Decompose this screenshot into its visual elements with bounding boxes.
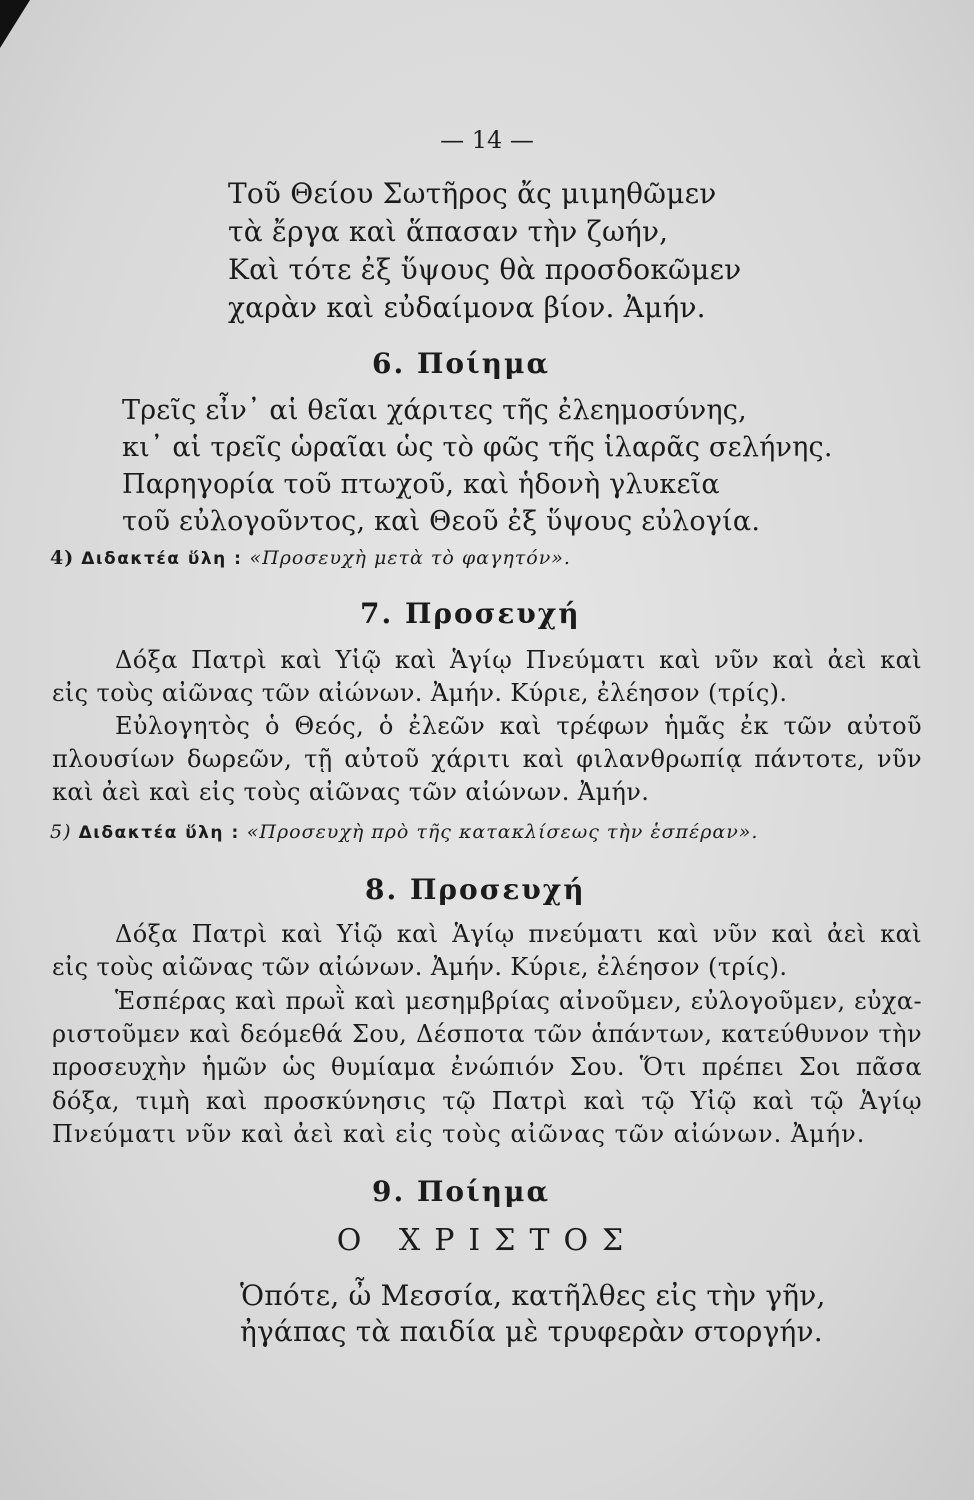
poem-title: Ο ΧΡΙΣΤΟΣ: [336, 1223, 638, 1258]
prayer-line: προσευχὴν ἡμῶν ὡς θυμίαμα ἐνώπιόν Σου. Ὅτι πρέπει Σοι πᾶσα: [52, 1053, 922, 1081]
poem-line: κι᾽ αἱ τρεῖς ὡραῖαι ὡς τὸ φῶς τῆς ἱλαρᾶς σελήνης.: [122, 432, 833, 463]
prayer-line: Δόξα Πατρὶ καὶ Υἱῷ καὶ Ἁγίῳ πνεύματι καὶ νῦν καὶ ἀεὶ καὶ: [115, 920, 922, 948]
prayer-line: Δόξα Πατρὶ καὶ Υἱῷ καὶ Ἁγίῳ Πνεύματι καὶ νῦν καὶ ἀεὶ καὶ: [115, 646, 922, 674]
section-heading: 7. Προσευχή: [360, 597, 581, 630]
prayer-line: Ἑσπέρας καὶ πρωῒ καὶ μεσημβρίας αἰνοῦμεν, εὐλογοῦμεν, εὐχα-: [115, 987, 922, 1015]
poem-line: χαρὰν καὶ εὐδαίμονα βίον. Ἀμήν.: [228, 291, 706, 324]
note-number: 5): [50, 821, 72, 843]
poem-line: ἠγάπας τὰ παιδία μὲ τρυφερὰν στοργήν.: [240, 1315, 823, 1348]
didaktea-note: [50, 823, 758, 842]
prayer-line: εἰς τοὺς αἰῶνας τῶν αἰώνων. Ἀμήν. Κύριε, ἐλέησον (τρίς).: [52, 953, 788, 981]
prayer-line: εἰς τοὺς αἰῶνας τῶν αἰώνων. Ἀμήν. Κύριε, ἐλέησον (τρίς).: [52, 679, 788, 707]
poem-line: Παρηγορία τοῦ πτωχοῦ, καὶ ἡδονὴ γλυκεῖα: [122, 469, 720, 500]
prayer-line: καὶ ἀεὶ καὶ εἰς τοὺς αἰῶνας τῶν αἰώνων. Ἀμήν.: [52, 778, 650, 806]
note-label: Διδακτέα ὕλη :: [78, 823, 240, 843]
prayer-line: Πνεύματι νῦν καὶ ἀεὶ καὶ εἰς τοὺς αἰῶνας τῶν αἰώνων. Ἀμήν.: [52, 1120, 866, 1148]
section-heading: 6. Ποίημα: [372, 347, 551, 380]
note-text: «Προσευχὴ μετὰ τὸ φαγητόν».: [249, 547, 571, 569]
poem-line: Τοῦ Θείου Σωτῆρος ἄς μιμηθῶμεν: [228, 177, 717, 210]
prayer-line: ριστοῦμεν καὶ δεόμεθά Σου, Δέσποτα τῶν ἁπάντων, κατεύθυνον τὴν: [52, 1020, 922, 1048]
section-heading: 8. Προσευχή: [365, 873, 586, 906]
didaktea-note: [50, 549, 571, 568]
prayer-line: Εὐλογητὸς ὁ Θεός, ὁ ἐλεῶν καὶ τρέφων ἡμᾶς ἐκ τῶν αὐτοῦ: [115, 712, 922, 740]
torn-corner: [0, 0, 30, 48]
prayer-line: πλουσίων δωρεῶν, τῇ αὐτοῦ χάριτι καὶ φιλανθρωπίᾳ πάντοτε, νῦν: [52, 745, 922, 773]
poem-line: Ὁπότε, ὦ Μεσσία, κατῆλθες εἰς τὴν γῆν,: [240, 1279, 826, 1312]
poem-line: Καὶ τότε ἐξ ὕψους θὰ προσδοκῶμεν: [228, 253, 742, 286]
prayer-line: δόξα, τιμὴ καὶ προσκύνησις τῷ Πατρὶ καὶ τῷ Υἱῷ καὶ τῷ Ἁγίῳ: [52, 1087, 922, 1115]
poem-line: τοῦ εὐλογοῦντος, καὶ Θεοῦ ἐξ ὕψους εὐλογία.: [122, 506, 761, 537]
poem-line: Τρεῖς εἶν᾽ αἱ θεῖαι χάριτες τῆς ἐλεημοσύνης,: [122, 395, 747, 426]
note-text: «Προσευχὴ πρὸ τῆς κατακλίσεως τὴν ἑσπέραν».: [246, 821, 759, 843]
section-heading: 9. Ποίημα: [372, 1175, 551, 1208]
note-number: 4): [50, 547, 75, 569]
note-label: Διδακτέα ὕλη :: [81, 549, 243, 569]
poem-line: τὰ ἔργα καὶ ἅπασαν τὴν ζωήν,: [228, 215, 669, 248]
page-number: — 14 —: [440, 126, 534, 154]
